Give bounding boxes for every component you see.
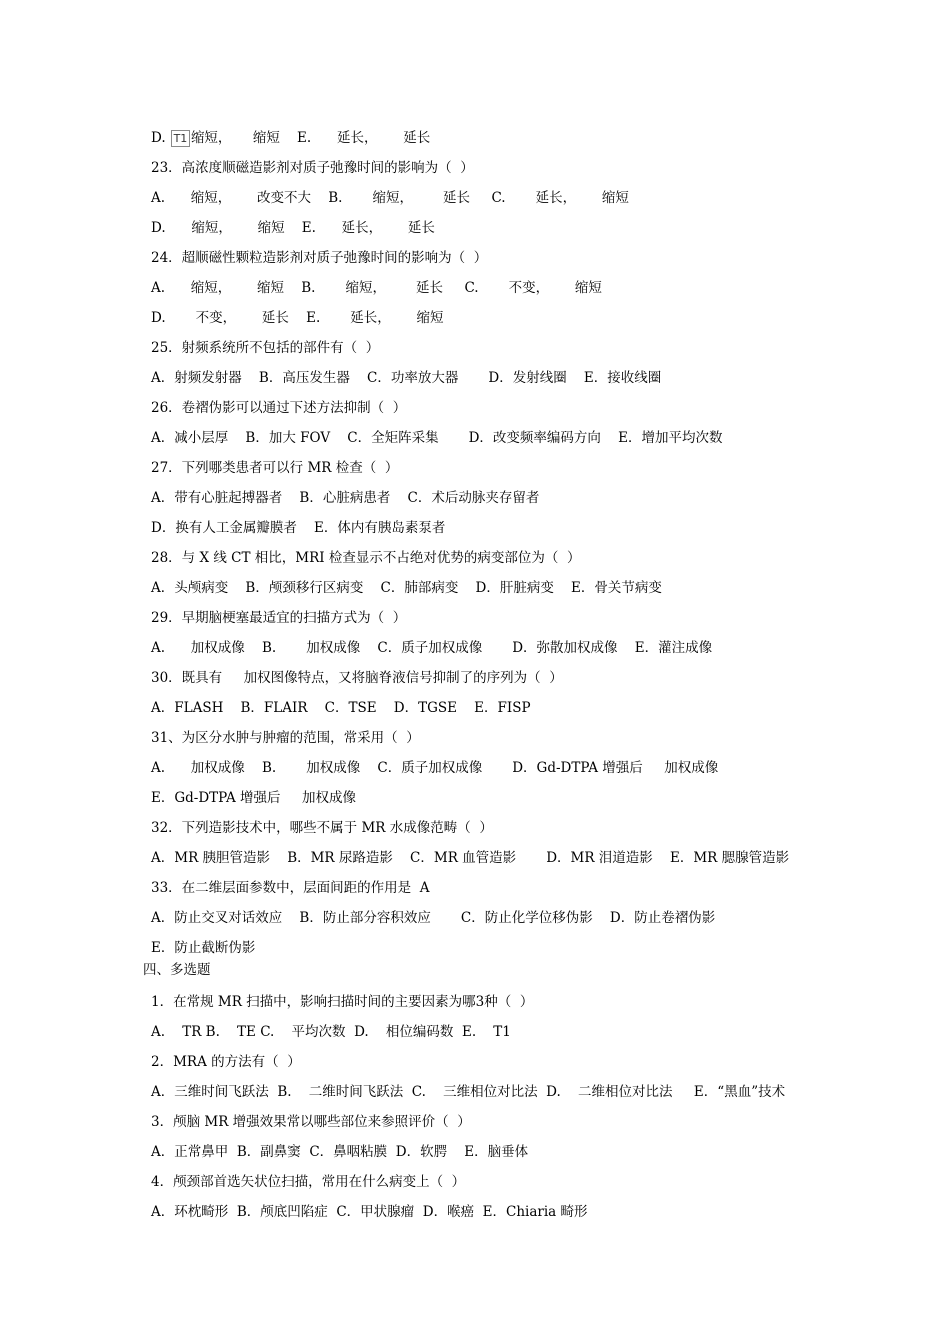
text-line: A. TR B. TE C. 平均次数 D. 相位编码数 E. T1 bbox=[151, 1024, 511, 1040]
text-line: 28．与 X 线 CT 相比，MRI 检查显示不占绝对优势的病变部位为（ ） bbox=[151, 550, 581, 566]
text-line: 4．颅颈部首选矢状位扫描，常用在什么病变上（ ） bbox=[151, 1174, 466, 1190]
text-line: 32．下列造影技术中，哪些不属于 MR 水成像范畴（ ） bbox=[151, 820, 493, 836]
text-line: A．正常鼻甲 B．副鼻窦 C．鼻咽粘膜 D．软腭 E．脑垂体 bbox=[151, 1144, 529, 1160]
section-heading: 四、多选题 bbox=[143, 962, 211, 978]
text-line bbox=[151, 128, 430, 148]
text-line: A. 加权成像 B. 加权成像 C．质子加权成像 D．Gd-DTPA 增强后 加权成像 bbox=[151, 760, 719, 776]
text-line: 26．卷褶伪影可以通过下述方法抑制（ ） bbox=[151, 400, 407, 416]
text-line: E．Gd-DTPA 增强后 加权成像 bbox=[151, 790, 357, 806]
text-line: 24．超顺磁性颗粒造影剂对质子弛豫时间的影响为（ ） bbox=[151, 250, 488, 266]
text-line: A．射频发射器 B．高压发生器 C．功率放大器 D．发射线圈 E．接收线圈 bbox=[151, 370, 662, 386]
text-line: D. 缩短， 缩短 E. 延长， 延长 bbox=[151, 220, 435, 236]
text-line: 33．在二维层面参数中，层面间距的作用是 A bbox=[151, 880, 430, 896]
text-line: A．三维时间飞跃法 B. 二维时间飞跃法 C. 三维相位对比法 D. 二维相位对比法 E．“黑血”技术 bbox=[151, 1084, 786, 1100]
text-line: 1．在常规 MR 扫描中，影响扫描时间的主要因素为哪3种（ ） bbox=[151, 994, 534, 1010]
text-line: D. 不变， 延长 E. 延长， 缩短 bbox=[151, 310, 444, 326]
text-line: A．防止交叉对话效应 B．防止部分容积效应 C．防止化学位移伪影 D．防止卷褶伪影 bbox=[151, 910, 716, 926]
t1-placeholder-icon: T1 bbox=[171, 130, 190, 147]
text-line: D．换有人工金属瓣膜者 E．体内有胰岛素泵者 bbox=[151, 520, 446, 536]
text-line: A．头颅病变 B．颅颈移行区病变 C．肺部病变 D．肝脏病变 E．骨关节病变 bbox=[151, 580, 662, 596]
text-line: 29．早期脑梗塞最适宜的扫描方式为（ ） bbox=[151, 610, 407, 626]
text-line: 3．颅脑 MR 增强效果常以哪些部位来参照评价（ ） bbox=[151, 1114, 471, 1130]
text-line: 23．高浓度顺磁造影剂对质子弛豫时间的影响为（ ） bbox=[151, 160, 474, 176]
text-line: 31、为区分水肿与肿瘤的范围，常采用（ ） bbox=[151, 730, 420, 746]
line-rest: 缩短， 缩短 E. 延长， 延长 bbox=[190, 130, 431, 146]
text-line: A. 加权成像 B. 加权成像 C．质子加权成像 D．弥散加权成像 E．灌注成像 bbox=[151, 640, 713, 656]
text-line: A．减小层厚 B．加大 FOV C．全矩阵采集 D．改变频率编码方向 E．增加平均次数 bbox=[151, 430, 723, 446]
text-line: A．环枕畸形 B．颅底凹陷症 C．甲状腺瘤 D．喉癌 E．Chiaria 畸形 bbox=[151, 1204, 588, 1220]
text-line: A．MR 胰胆管造影 B．MR 尿路造影 C．MR 血管造影 D．MR 泪道造影 E．MR 腮腺管造影 bbox=[151, 850, 790, 866]
text-line: 30．既具有 加权图像特点，又将脑脊液信号抑制了的序列为（ ） bbox=[151, 670, 563, 686]
text-line: A. 缩短， 改变不大 B. 缩短， 延长 C. 延长， 缩短 bbox=[151, 190, 629, 206]
text-line: E．防止截断伪影 bbox=[151, 940, 256, 956]
text-line: 25．射频系统所不包括的部件有（ ） bbox=[151, 340, 380, 356]
text-line: 2．MRA 的方法有（ ） bbox=[151, 1054, 301, 1070]
text-line: A．带有心脏起搏器者 B．心脏病患者 C．术后动脉夹存留者 bbox=[151, 490, 540, 506]
text-line: A. 缩短， 缩短 B. 缩短， 延长 C. 不变， 缩短 bbox=[151, 280, 602, 296]
text-line: 27．下列哪类患者可以行 MR 检查（ ） bbox=[151, 460, 399, 476]
text-line: A．FLASH B．FLAIR C．TSE D．TGSE E．FISP bbox=[151, 700, 531, 716]
line-prefix: D. bbox=[151, 130, 170, 146]
